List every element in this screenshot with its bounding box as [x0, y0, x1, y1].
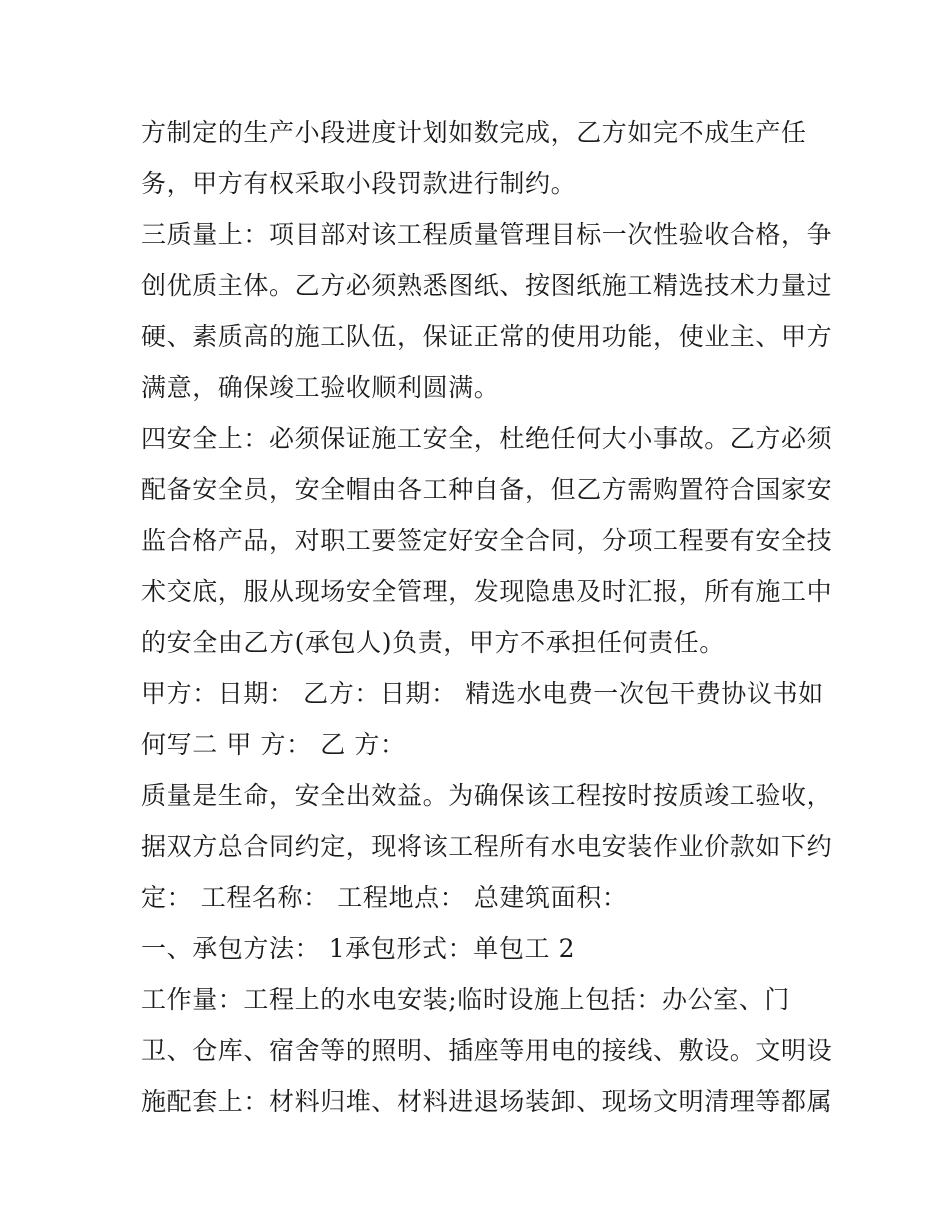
text-line: 质量是生命，安全出效益。为确保该工程按时按质竣工验收，	[141, 781, 833, 810]
text-line: 卫、仓库、宿舍等的照明、插座等用电的接线、敷设。文明设	[141, 1036, 833, 1065]
text-line: 术交底，服从现场安全管理，发现隐患及时汇报，所有施工中	[141, 577, 833, 606]
text-line: 务，甲方有权采取小段罚款进行制约。	[141, 169, 577, 198]
text-line: 施配套上：材料归堆、材料进退场装卸、现场文明清理等都属	[141, 1087, 833, 1116]
text-line: 配备安全员，安全帽由各工种自备，但乙方需购置符合国家安	[141, 475, 833, 504]
text-line: 定： 工程名称： 工程地点： 总建筑面积：	[141, 883, 628, 912]
text-line: 甲方：日期： 乙方：日期： 精选水电费一次包干费协议书如	[141, 679, 824, 708]
text-line: 硬、素质高的施工队伍，保证正常的使用功能，使业主、甲方	[141, 322, 833, 351]
text-line: 四安全上：必须保证施工安全，杜绝任何大小事故。乙方必须	[141, 424, 833, 453]
text-line: 何写二 甲 方： 乙 方：	[141, 730, 406, 759]
text-line: 方制定的生产小段进度计划如数完成，乙方如完不成生产任	[141, 118, 807, 147]
text-line: 的安全由乙方(承包人)负责，甲方不承担任何责任。	[141, 628, 725, 657]
document-body	[141, 107, 833, 1127]
text-line: 创优质主体。乙方必须熟悉图纸、按图纸施工精选技术力量过	[141, 271, 833, 300]
text-line: 满意，确保竣工验收顺利圆满。	[141, 373, 500, 402]
text-line: 三质量上：项目部对该工程质量管理目标一次性验收合格，争	[141, 220, 833, 249]
text-line: 工作量：工程上的水电安装;临时设施上包括：办公室、门	[141, 985, 791, 1014]
text-line: 一、承包方法： 1承包形式：单包工 2	[141, 934, 576, 963]
text-line: 据双方总合同约定，现将该工程所有水电安装作业价款如下约	[141, 832, 833, 861]
text-line: 监合格产品，对职工要签定好安全合同，分项工程要有安全技	[141, 526, 833, 555]
